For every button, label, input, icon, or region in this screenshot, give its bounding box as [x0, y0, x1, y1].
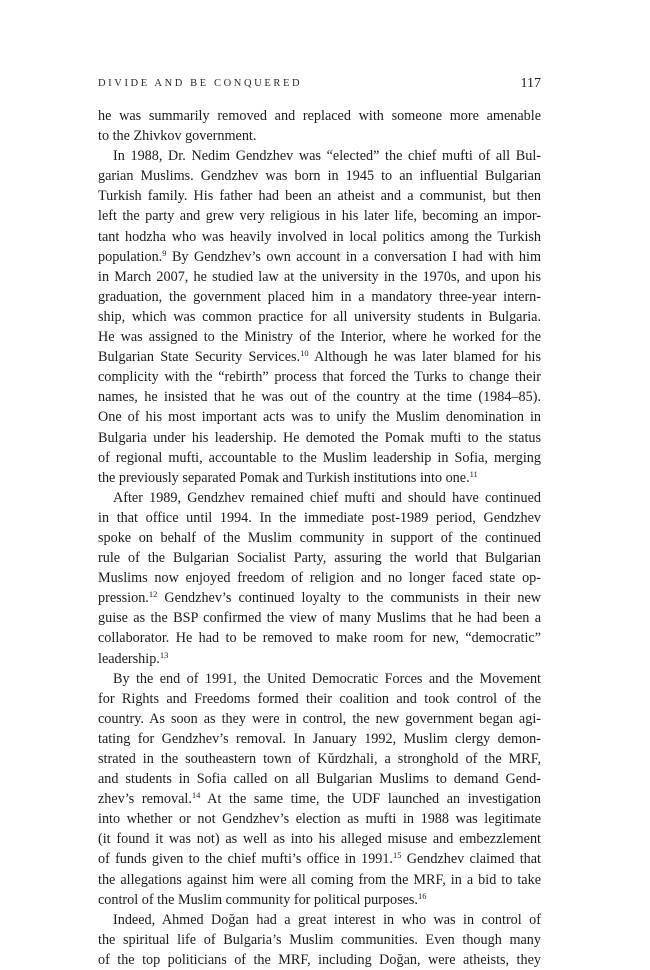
line-text: He was assigned to the Ministry of the Interior, where he worked for the: [98, 329, 541, 346]
text-line: [98, 407, 541, 427]
text-line: [98, 528, 541, 548]
text-line: [98, 307, 541, 327]
line-text: collaborator. He had to be removed to make room for new, “democratic”: [98, 630, 541, 647]
line-text: names, he insisted that he was out of the country at the time (1984–85).: [98, 389, 541, 406]
line-text: rule of the Bulgarian Socialist Party, assuring the world that Bulgarian: [98, 550, 541, 567]
line-text: country. As soon as they were in control, the new government began agi-: [98, 710, 541, 727]
line-text: ship, which was common practice for all university students in Bulgaria.: [98, 308, 541, 325]
line-text-continued: Gendzhev’s continued loyalty to the communists in their new: [157, 590, 541, 607]
line-text: and students in Sofia called on all Bulgarian Muslims to demand Gend-: [98, 771, 541, 788]
text-line: [98, 568, 541, 588]
footnote-marker: 14: [191, 790, 201, 801]
text-line: [98, 809, 541, 829]
line-text-continued: Although he was later blamed for his: [308, 349, 541, 366]
text-line: [98, 709, 541, 729]
line-text: the previously separated Pomak and Turkish institutions into one.: [98, 469, 470, 486]
text-line: [98, 227, 541, 247]
line-text: garian Muslims. Gendzhev was born in 1945 to an influential Bulgarian: [98, 168, 541, 185]
text-line: [98, 508, 541, 528]
footnote-marker: 15: [392, 850, 402, 861]
text-line: [98, 488, 541, 508]
line-text: Bulgarian State Security Services.: [98, 349, 301, 366]
text-line: [98, 166, 541, 186]
footnote-marker: 13: [159, 649, 169, 660]
book-page: [98, 76, 541, 970]
line-text: After 1989, Gendzhev remained chief mufti and should have continued: [113, 489, 541, 506]
line-text: Turkish family. His father had been an atheist and a communist, but then: [98, 188, 541, 205]
line-text: he was summarily removed and replaced with someone more amenable: [98, 108, 541, 124]
line-text: the spiritual life of Bulgaria’s Muslim communities. Even though many: [98, 931, 541, 948]
line-text: zhev’s removal.: [98, 791, 192, 808]
text-line: [98, 448, 541, 468]
line-text: guise as the BSP confirmed the view of many Muslims that he had been a: [98, 610, 541, 627]
line-text: left the party and grew very religious in his later life, becoming an impor-: [98, 208, 541, 225]
text-line: [98, 247, 541, 267]
line-text: pression.: [98, 590, 149, 607]
text-line: [98, 126, 541, 146]
line-text: Muslims now enjoyed freedom of religion and no longer faced state op-: [98, 570, 541, 587]
text-line: [98, 890, 541, 910]
line-text: tant hodzha who was heavily involved in local politics among the Turkish: [98, 228, 541, 245]
line-text: to the Zhivkov government.: [98, 128, 257, 145]
text-line: [98, 769, 541, 789]
text-line: [98, 608, 541, 628]
text-line: [98, 548, 541, 568]
footnote-marker: 12: [148, 589, 158, 600]
line-text: Indeed, Ahmed Doğan had a great interest in who was in control of: [113, 911, 541, 928]
line-text: leadership.: [98, 650, 160, 667]
text-line: [98, 428, 541, 448]
footnote-marker: 10: [300, 348, 309, 359]
text-line: [98, 870, 541, 890]
text-line: [98, 327, 541, 347]
line-text: By the end of 1991, the United Democratic Forces and the Movement: [113, 670, 541, 687]
text-line: [98, 468, 541, 488]
line-text: for Rights and Freedoms formed their coalition and took control of the: [98, 690, 541, 707]
footnote-marker: 9: [162, 247, 167, 258]
text-line: [98, 347, 541, 367]
line-text: into whether or not Gendzhev’s election as mufti in 1988 was legitimate: [98, 811, 541, 828]
text-line: [98, 146, 541, 166]
text-line: [98, 649, 541, 669]
text-line: [98, 689, 541, 709]
footnote-marker: 11: [469, 468, 478, 479]
line-text: of the top politicians of the MRF, including Doğan, were atheists, they: [98, 951, 541, 968]
line-text: tating for Gendzhev’s removal. In January 1992, Muslim clergy demon-: [98, 730, 541, 747]
line-text: population.: [98, 248, 163, 265]
line-text: the allegations against him were all coming from the MRF, in a bid to take: [98, 871, 541, 888]
text-line: [98, 387, 541, 407]
text-line: [98, 267, 541, 287]
line-text: Bulgaria under his leadership. He demoted the Pomak mufti to the status: [98, 429, 541, 446]
line-text-continued: By Gendzhev’s own account in a conversation I had with him: [166, 248, 541, 265]
line-text: graduation, the government placed him in a mandatory three-year intern-: [98, 288, 541, 305]
line-text-continued: At the same time, the UDF launched an investigation: [200, 791, 541, 808]
line-text: complicity with the “rebirth” process that forced the Turks to change their: [98, 369, 541, 386]
running-head: [98, 76, 541, 98]
text-line: [98, 789, 541, 809]
line-text: In 1988, Dr. Nedim Gendzhev was “elected” the chief mufti of all Bul-: [113, 148, 541, 165]
text-line: [98, 287, 541, 307]
line-text: in March 2007, he studied law at the university in the 1970s, and upon his: [98, 268, 541, 285]
text-line: [98, 588, 541, 608]
running-title: DIVIDE AND BE CONQUERED: [98, 78, 303, 89]
text-line: [98, 669, 541, 689]
text-line: [98, 950, 541, 970]
line-text: strated in the southeastern town of Kŭrdzhali, a stronghold of the MRF,: [98, 751, 541, 767]
line-text: spoke on behalf of the Muslim community in support of the continued: [98, 529, 541, 546]
line-text-continued: Gendzhev claimed that: [401, 851, 541, 868]
text-line: [98, 829, 541, 849]
body-text: [98, 106, 541, 970]
text-line: [98, 106, 541, 126]
line-text: control of the Muslim community for political purposes.: [98, 891, 418, 908]
line-text: of regional mufti, accountable to the Muslim leadership in Sofia, merging: [98, 449, 541, 466]
text-line: [98, 930, 541, 950]
footnote-marker: 16: [417, 890, 427, 901]
line-text: One of his most important acts was to unify the Muslim denomination in: [98, 409, 541, 426]
line-text: (it found it was not) as well as into his alleged misuse and embezzlement: [98, 831, 541, 848]
text-line: [98, 628, 541, 648]
text-line: [98, 910, 541, 930]
text-line: [98, 849, 541, 869]
text-line: [98, 186, 541, 206]
line-text: in that office until 1994. In the immediate post-1989 period, Gendzhev: [98, 509, 541, 526]
page-number: 117: [520, 76, 541, 91]
text-line: [98, 729, 541, 749]
text-line: [98, 367, 541, 387]
text-line: [98, 206, 541, 226]
text-line: [98, 749, 541, 769]
line-text: of funds given to the chief mufti’s office in 1991.: [98, 851, 393, 868]
